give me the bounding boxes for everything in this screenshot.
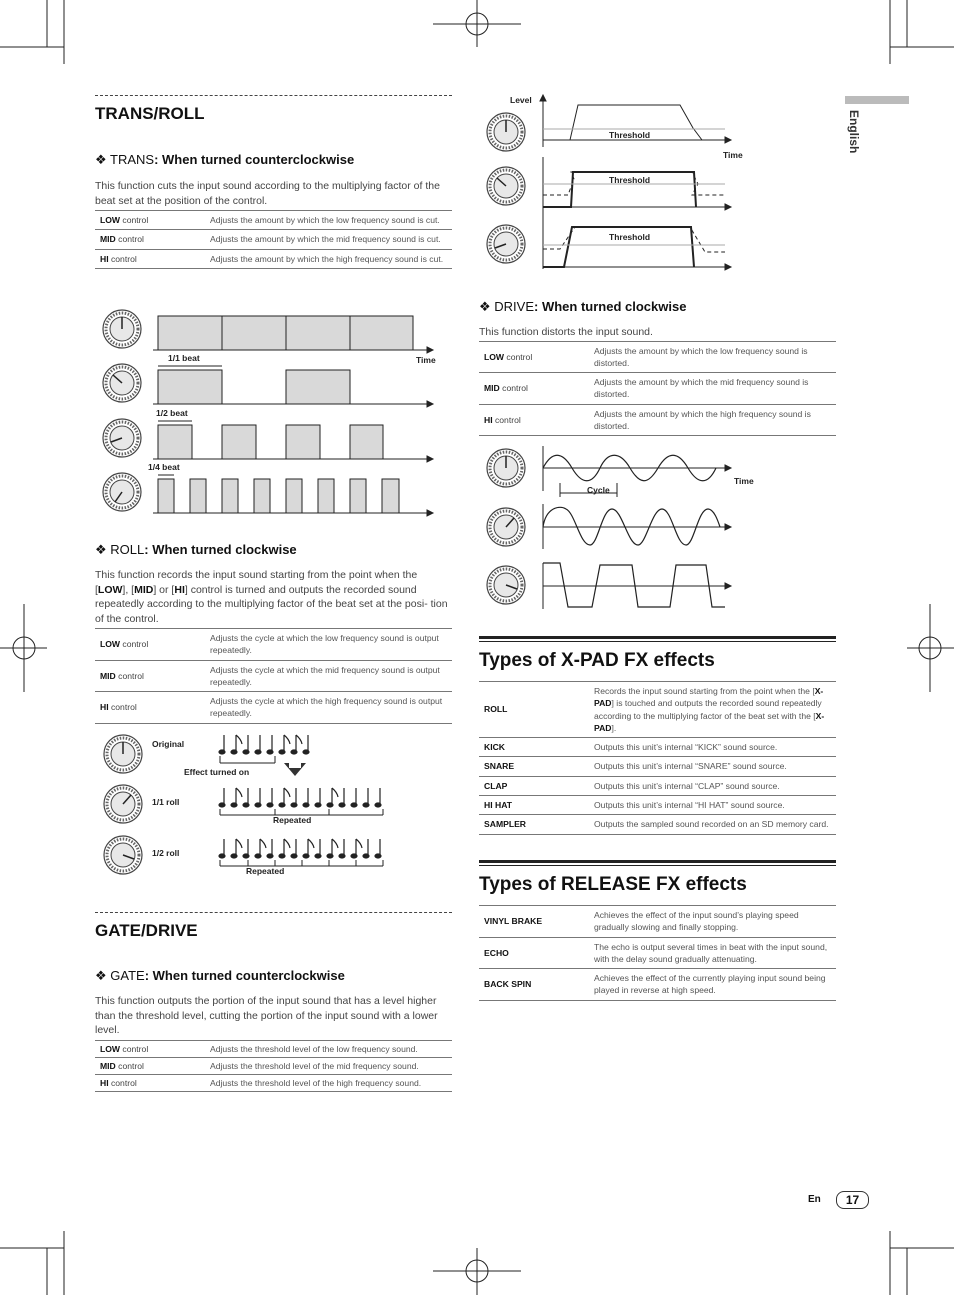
- table-row: MID control Adjusts the cycle at which the mid frequency sound is output repeatedly.: [95, 660, 452, 692]
- trans-controls-table: [95, 210, 452, 269]
- gate-drive-block: [95, 912, 452, 1092]
- roll-notes-figure: [95, 728, 452, 883]
- table-row: ECHO The echo is output several times in beat with the input sound, with the delay sound gradually attenuating.: [479, 937, 836, 969]
- release-fx-block: [479, 860, 836, 1001]
- knob-icon: [103, 310, 141, 348]
- table-row: VINYL BRAKE Achieves the effect of the input sound’s playing speed gradually slowing and finally stopping.: [479, 906, 836, 938]
- beat-label: 1/4 beat: [148, 462, 180, 472]
- knob-icon: [487, 167, 525, 205]
- trans-waveform-figure: [95, 305, 452, 520]
- level-label: Level: [510, 95, 532, 105]
- table-row: MID control Adjusts the amount by which the mid frequency sound is distorted.: [479, 373, 836, 405]
- roll-label: 1/2 roll: [152, 848, 180, 858]
- table-row: ROLL Records the input sound starting from the point when the [X-PAD] is touched and outputs the recorded sound repeatedly according to the multiplying factor of the beat set with the [X-PAD].: [479, 682, 836, 738]
- music-note-icon: [219, 839, 383, 866]
- section-rule: [479, 860, 836, 866]
- knob-icon: [487, 225, 525, 263]
- xpad-fx-table: [479, 681, 836, 835]
- section-divider: [95, 95, 452, 96]
- section-rule: [479, 636, 836, 642]
- roll-description: This function records the input sound starting from the point when the [LOW], [MID] or [HI] control is turned and outputs the recorded sound repeatedly according to the multiplying factor of the beat set at the posi- tion of the control.: [95, 569, 448, 625]
- drive-description: This function distorts the input sound.: [479, 326, 653, 338]
- table-row: HI control Adjusts the threshold level of the high frequency sound.: [95, 1075, 452, 1092]
- knob-icon: [487, 449, 525, 487]
- table-row: HI control Adjusts the amount by which the high frequency sound is cut.: [95, 249, 452, 268]
- threshold-label: Threshold: [609, 130, 651, 140]
- music-note-icon: [219, 788, 383, 815]
- language-label: English: [847, 110, 861, 154]
- subheading-gate: ❖ GATE: When turned counterclockwise: [95, 968, 345, 983]
- original-label: Original: [152, 739, 185, 749]
- table-row: MID control Adjusts the amount by which the mid frequency sound is cut.: [95, 230, 452, 249]
- section-heading-trans-roll: TRANS/ROLL: [95, 104, 205, 123]
- music-note-icon: [219, 735, 309, 763]
- gate-controls-table: [95, 1040, 452, 1093]
- table-row: HI control Adjusts the cycle at which the high frequency sound is output repeatedly.: [95, 692, 452, 724]
- roll-block: [95, 542, 452, 724]
- diamond-bullet-icon: ❖: [95, 152, 111, 167]
- subheading-roll: ❖ ROLL: When turned clockwise: [95, 542, 297, 557]
- arrow-down-icon: [284, 763, 306, 776]
- threshold-label: Threshold: [609, 175, 651, 185]
- drive-controls-table: [479, 341, 836, 437]
- diamond-bullet-icon: ❖: [95, 542, 111, 557]
- release-fx-heading: Types of RELEASE FX effects: [479, 874, 747, 895]
- knob-icon: [487, 508, 525, 546]
- table-row: SNARE Outputs this unit’s internal “SNARE” sound source.: [479, 757, 836, 776]
- drive-block: [479, 299, 836, 436]
- cycle-label: Cycle: [587, 485, 610, 495]
- beat-label: 1/2 beat: [156, 408, 188, 418]
- subheading-trans: ❖ TRANS: When turned counterclockwise: [95, 152, 355, 167]
- knob-icon: [104, 735, 142, 773]
- table-row: MID control Adjusts the threshold level of the mid frequency sound.: [95, 1057, 452, 1074]
- knob-icon: [104, 836, 142, 874]
- knob-icon: [103, 419, 141, 457]
- table-row: CLAP Outputs this unit’s internal “CLAP” sound source.: [479, 776, 836, 795]
- diamond-bullet-icon: ❖: [479, 299, 495, 314]
- table-row: SAMPLER Outputs the sampled sound recorded on an SD memory card.: [479, 815, 836, 834]
- knob-icon: [103, 473, 141, 511]
- roll-controls-table: [95, 628, 452, 724]
- table-row: LOW control Adjusts the cycle at which the low frequency sound is output repeatedly.: [95, 629, 452, 661]
- repeated-label: Repeated: [273, 815, 312, 825]
- time-label: Time: [416, 355, 436, 365]
- xpad-fx-heading: Types of X-PAD FX effects: [479, 650, 715, 671]
- threshold-label: Threshold: [609, 232, 651, 242]
- time-label: Time: [734, 476, 754, 486]
- repeated-label: Repeated: [246, 866, 285, 876]
- effect-label: Effect turned on: [184, 767, 250, 777]
- drive-waveform-figure: [480, 441, 760, 616]
- gate-level-figure: [480, 92, 760, 277]
- knob-icon: [104, 785, 142, 823]
- xpad-fx-block: [479, 636, 836, 835]
- table-row: LOW control Adjusts the amount by which the low frequency sound is cut.: [95, 211, 452, 230]
- table-row: HI HAT Outputs this unit’s internal “HI HAT” sound source.: [479, 796, 836, 815]
- beat-label: 1/1 beat: [168, 353, 200, 363]
- table-row: BACK SPIN Achieves the effect of the currently playing input sound being played in reverse at high speed.: [479, 969, 836, 1001]
- knob-icon: [487, 566, 525, 604]
- footer-language: En: [808, 1194, 821, 1205]
- subheading-drive: ❖ DRIVE: When turned clockwise: [479, 299, 687, 314]
- section-divider: [95, 912, 452, 913]
- time-label: Time: [723, 150, 743, 160]
- trans-description: This function cuts the input sound according to the multiplying factor of the beat set at the position of the control.: [95, 180, 440, 207]
- diamond-bullet-icon: ❖: [95, 968, 111, 983]
- table-row: LOW control Adjusts the threshold level of the low frequency sound.: [95, 1040, 452, 1057]
- table-row: LOW control Adjusts the amount by which the low frequency sound is distorted.: [479, 341, 836, 373]
- knob-icon: [103, 364, 141, 402]
- language-tab: [845, 96, 909, 104]
- knob-icon: [487, 113, 525, 151]
- table-row: HI control Adjusts the amount by which the high frequency sound is distorted.: [479, 404, 836, 436]
- left-column: [95, 95, 452, 269]
- gate-description: This function outputs the portion of the input sound that has a level higher than the threshold level, cutting the portion of the input sound with a lower level.: [95, 995, 438, 1036]
- roll-label: 1/1 roll: [152, 797, 180, 807]
- table-row: KICK Outputs this unit’s internal “KICK” sound source.: [479, 738, 836, 757]
- release-fx-table: [479, 905, 836, 1001]
- section-heading-gate-drive: GATE/DRIVE: [95, 921, 198, 940]
- page-number: 17: [836, 1191, 869, 1209]
